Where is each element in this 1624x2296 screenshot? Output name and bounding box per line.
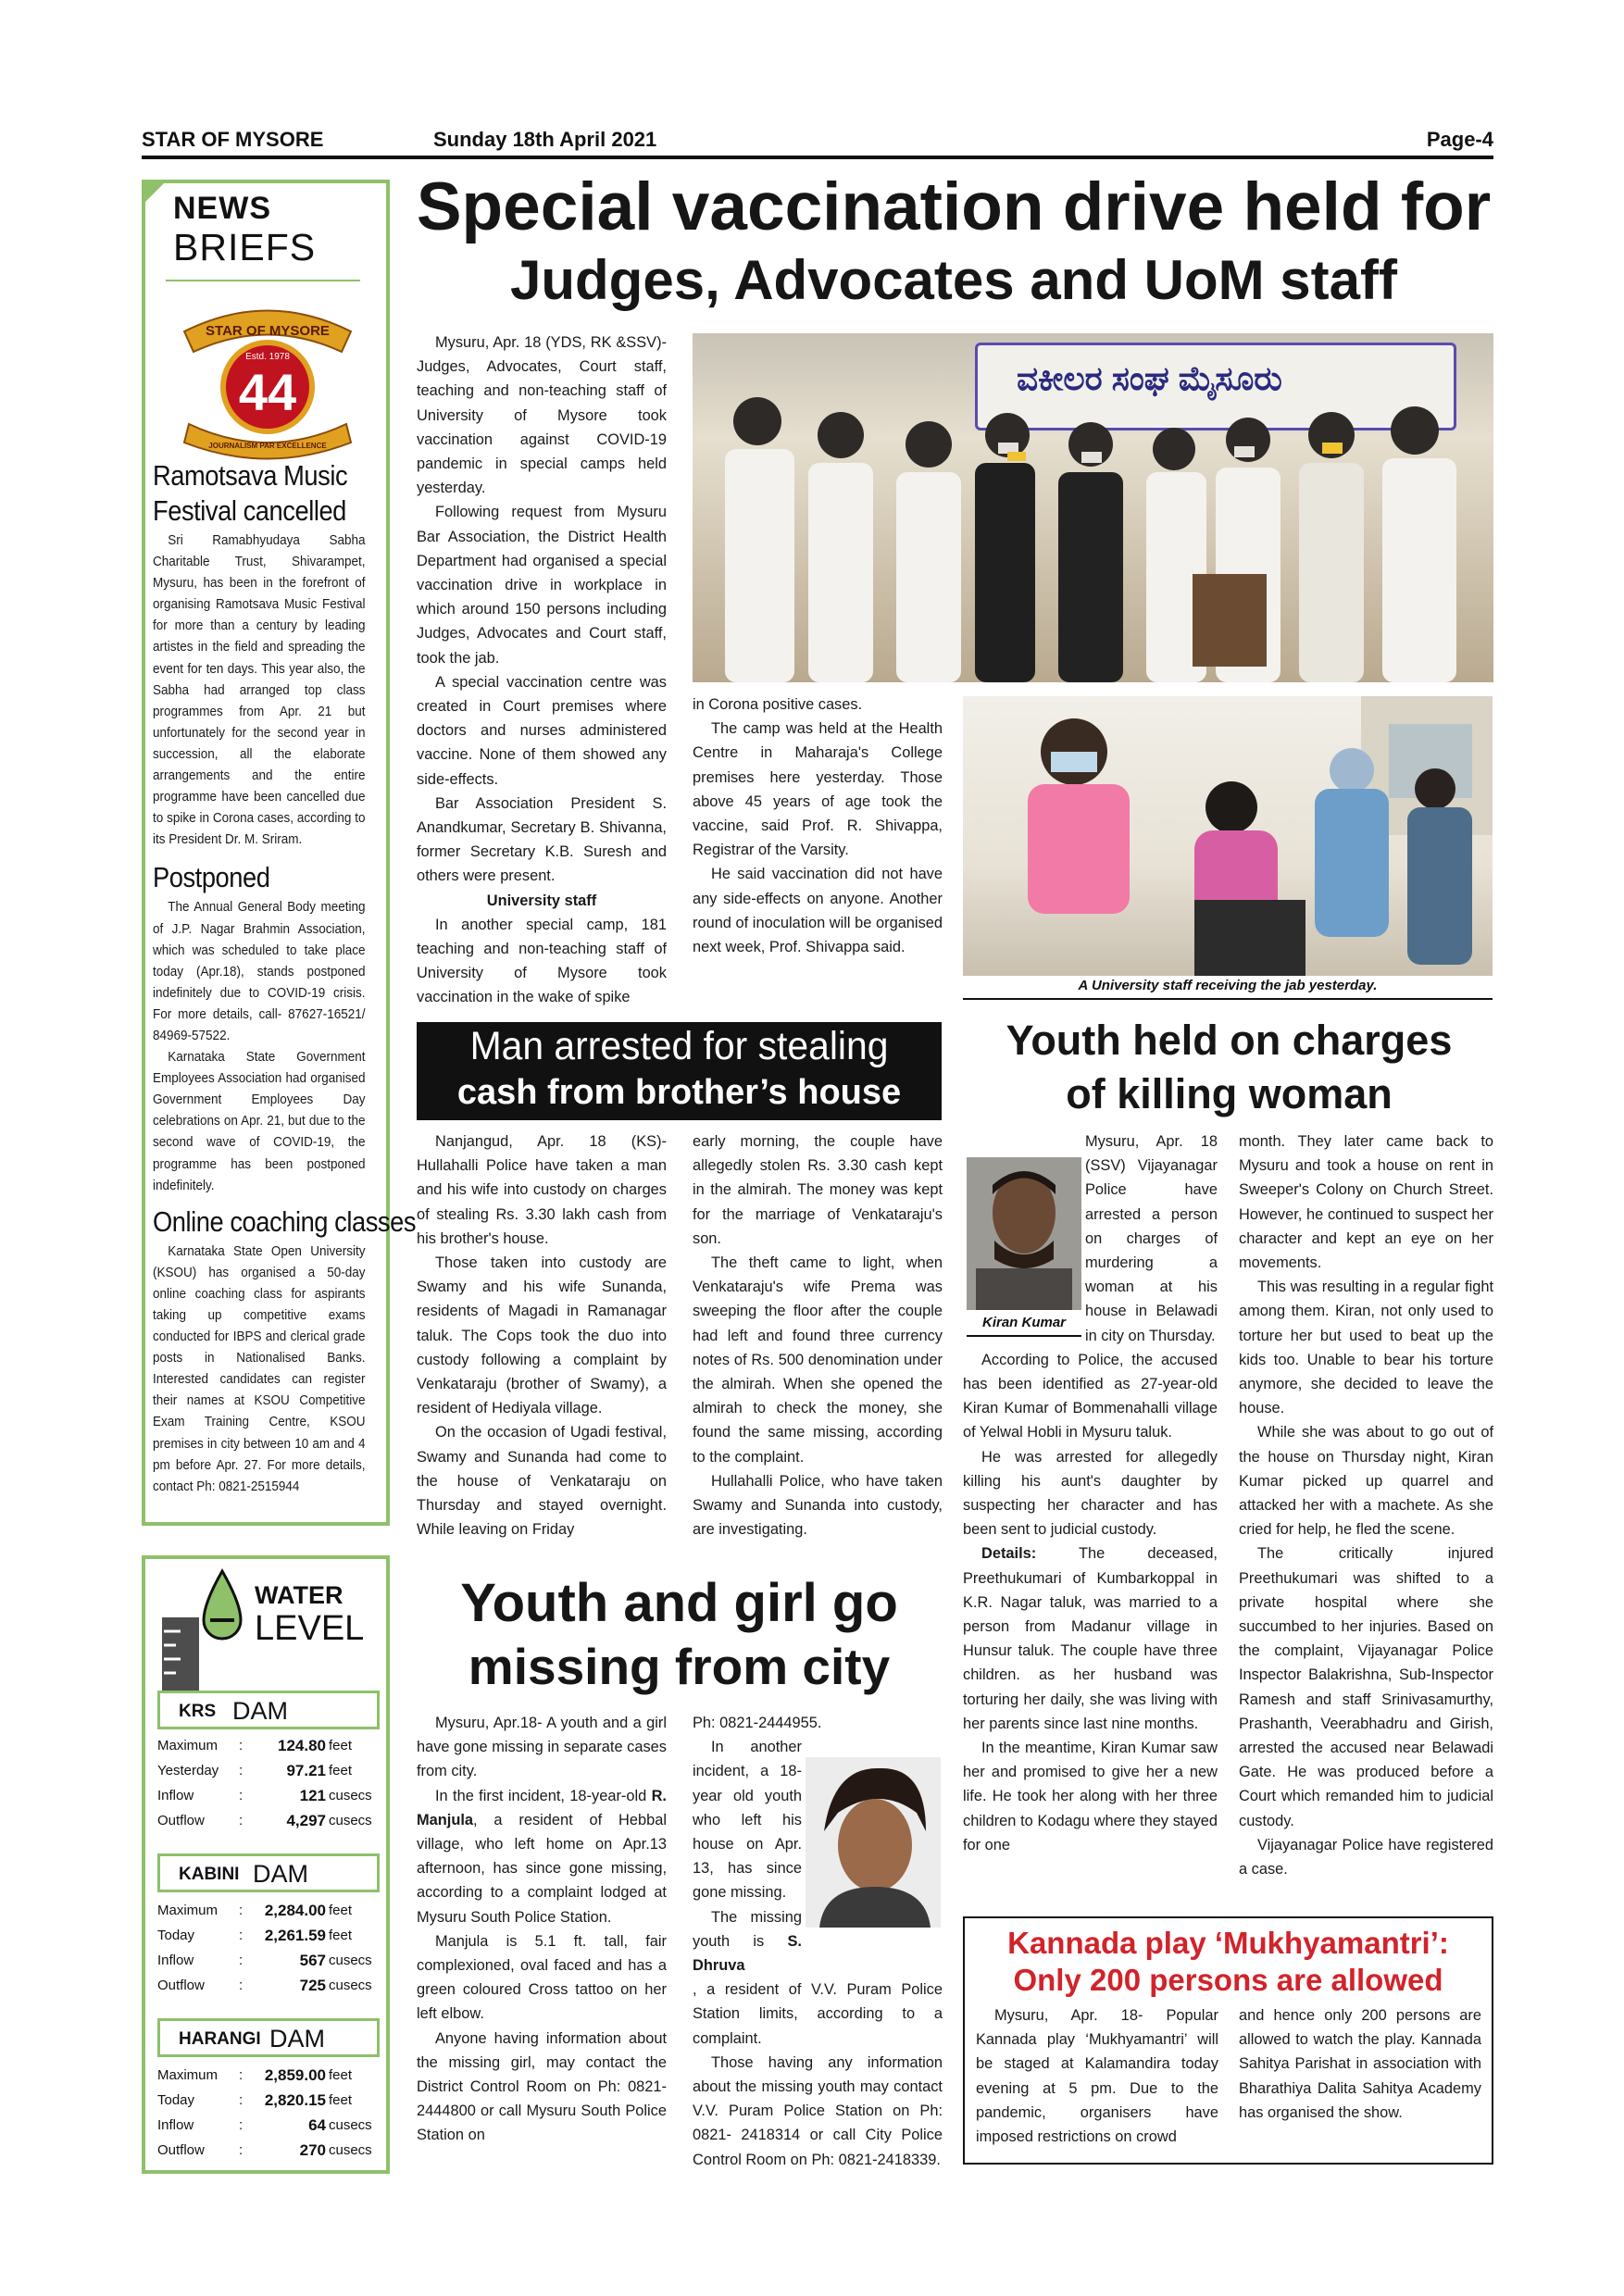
vaccination-col-2: in Corona positive cases. The camp was held at the Health Centre in Maharaja's College premises here yesterday. Those above 45 years of age took the vaccine, said Prof. R. Shivappa, Registrar of the Varsity. He said vaccination did not have any side-effects on anyone. Another round of inoculation will be organised next week, Prof. Shivappa said. bbox=[693, 696, 943, 956]
kabini-dam-header: KABINI DAM bbox=[157, 1853, 380, 1892]
missing-col-2: Ph: 0821-2444955. In another incident, a 18-year old youth who left his house on Apr. 13, has since gone missing. The missing youth is S. Dhruva , a resident of V.V. Puram Police Station limits, according to a complaint. Those having any information about the missing youth may contact V.V. Puram Police Station on Ph: 0821- 2418314 or call City Police Control Room on Ph: 0821-2418339. bbox=[693, 1715, 943, 2168]
theft-col-1: Nanjangud, Apr. 18 (KS)- Hullahalli Police have taken a man and his wife into custody on charges of stealing Rs. 3.30 lakh cash from his brother's house. Those taken into custody are Swamy and his wife Sunanda, residents of Magadi in Ramanagar taluk. The Cops took the duo into custody following a complaint by Venkataraju (brother of Swamy), a resident of Hediyala village. On the occasion of Ugadi festival, Swamy and Sunanda had come to the house of Venkataraju on Thursday and stayed overnight. While leaving on Friday bbox=[417, 1133, 667, 1539]
briefs-content bbox=[153, 457, 417, 1497]
university-photo-caption: A University staff receiving the jab yesterday. bbox=[1078, 978, 1378, 993]
brief-heading: Online coaching classes bbox=[153, 1204, 417, 1238]
news-briefs-title-bottom: BRIEFS bbox=[173, 226, 317, 268]
theft-headline-1: Man arrested for stealing bbox=[469, 1024, 889, 1068]
play-col-1: Mysuru, Apr. 18- Popular Kannada play ‘Mukhyamantri’ will be staged at Kalamandira today evening at 5 pm. Due to the pandemic, organisers have imposed restrictions on crowd bbox=[976, 2007, 1218, 2146]
masthead-rule bbox=[142, 156, 1493, 159]
theft-headline-banner bbox=[417, 1022, 942, 1120]
star-of-mysore-44-logo bbox=[166, 294, 369, 461]
brief-heading: Festival cancelled bbox=[153, 494, 346, 527]
vaccination-headline-1: Special vaccination drive held for bbox=[416, 169, 1492, 244]
issue-date: Sunday 18th April 2021 bbox=[433, 128, 657, 151]
news-briefs-title-top: NEWS bbox=[173, 191, 271, 226]
news-briefs-box bbox=[142, 180, 417, 1526]
krs-dam-table bbox=[157, 1733, 384, 1833]
play-headline-2: Only 200 persons are allowed bbox=[1013, 1963, 1443, 1997]
killing-col-2: month. They later came back to Mysuru and took a house on rent in Sweeper's Colony on Church Street. However, he continued to suspect her character and kept an eye on her movements. This was resulting in a regular fight among them. Kiran, not only used to torture her but used to beat up the kids too. Unable to bear his torture anymore, she decided to leave the house. While she was about to go out of the house on Thursday night, Kiran Kumar picked up quarrel and attacked her with a machete. As she cried for help, he fled the scene. The critically injured Preethukumari was shifted to a private hospital where she succumbed to her injuries. Based on the complaint, Vijayanagar Police Inspector Balakrishna, Sub-Inspector Ramesh and staff Srinivasamurthy, Prashanth, Veerabhadru and Girish, arrested the accused near Belawadi Gate. He was produced before a Court which remanded him to judicial custody. Vijayanagar Police have registered a case. bbox=[1239, 1133, 1493, 1878]
brief-heading: Postponed bbox=[153, 861, 270, 894]
harangi-dam-header: HARANGI DAM bbox=[157, 2018, 380, 2057]
killing-col-1: Mysuru, Apr. 18 (SSV) Vijayanagar Police have arrested a person on charges of murdering a woman at his house in Belawadi in city on Thursday. According to Police, the accused has been identified as 27-year-old Kiran Kumar of Bommenahalli village of Yelwal Hobli in Mysuru taluk. He was arrested for allegedly killing his aunt's daughter by suspecting her character and has been sent to judicial custody. Details: The deceased, Preethukumari of Kumbarkoppal in K.R. Nagar taluk, was married to a person from Madanur village in Hunsur taluk. The couple have three children. as her husband was torturing her daily, she was living with her parents since last nine months. In the meantime, Kiran Kumar saw her and promised to give her a new life. He took her along with her three children to Kodagu where they stayed for one bbox=[963, 1133, 1218, 1853]
kabini-dam-table bbox=[157, 1898, 384, 1998]
banner-text: ವಕೀಲರ ಸಂಘ ಮೈಸೂರು bbox=[1017, 359, 1282, 397]
briefs-title-rule bbox=[166, 280, 360, 281]
play-headline-1: Kannada play ‘Mukhyamantri’: bbox=[1007, 1926, 1449, 1960]
harangi-dam-table bbox=[157, 2063, 384, 2163]
table-row: Inflow : 121 cusecs bbox=[157, 1787, 372, 1804]
paper-name: STAR OF MYSORE bbox=[142, 128, 324, 151]
krs-dam-header: KRS DAM bbox=[157, 1691, 380, 1729]
caption-rule bbox=[963, 998, 1493, 1000]
table-row: Outflow : 270 cusecs bbox=[157, 2141, 372, 2159]
play-col-2: and hence only 200 persons are allowed to watch the play. Kannada Sahitya Parishat in association with Bharathiya Dalita Sahitya Academy has organised the show. bbox=[1239, 2007, 1481, 2121]
water-title-top: WATER bbox=[255, 1581, 344, 1609]
table-row: Yesterday : 97.21 feet bbox=[157, 1762, 353, 1779]
table-row: Maximum : 124.80 feet bbox=[157, 1737, 353, 1754]
theft-col-2: early morning, the couple have allegedly stolen Rs. 3.30 cash kept in the almirah. The money was kept for the marriage of Venkataraju's son. The theft came to light, when Venkataraju's wife Prema was sweeping the floor after the couple had left and found three currency notes of Rs. 500 denomination under the almirah. When she opened the almirah to check the money, she found the same missing, according to the complaint. Hullahalli Police, who have taken Swamy and Sunanda into custody, are investigating. bbox=[693, 1133, 943, 1539]
kiran-kumar-caption: Kiran Kumar bbox=[981, 1315, 1067, 1330]
brief-body: Sri Ramabhyudaya Sabha Charitable Trust, Shivarampet, Mysuru, has been in the forefront of organising Ramotsava Music Festival for more than a century by leading artistes in the field and spreading the event for ten days. This year also, the Sabha had arranged top class programmes from Apr. 21 but unfortunately for the second year in succession, all the elaborate arrangements and the entire programme have been cancelled due to spike in Corona cases, according to its President Dr. M. Sriram. bbox=[153, 532, 366, 848]
table-row: Maximum : 2,859.00 feet bbox=[157, 2066, 353, 2084]
killing-headline-2: of killing woman bbox=[1066, 1070, 1393, 1117]
logo-ribbon-text: JOURNALISM PAR EXCELLENCE bbox=[208, 442, 327, 450]
brief-body: Karnataka State Open University (KSOU) has organised a 50-day online coaching class for aspirants taking up competitive exams conducted for IBPS and clerical grade posts in Nationalised Banks. Interested candidates can register their names at KSOU Competitive Exam Training Centre, KSOU premises in city between 10 am and 4 pm before Apr. 27. For more details, contact Ph: 0821-2515944 bbox=[153, 1242, 366, 1494]
vaccination-headline-2: Judges, Advocates and UoM staff bbox=[510, 249, 1397, 311]
group-vaccination-photo bbox=[693, 333, 1493, 682]
masthead bbox=[142, 126, 1493, 156]
theft-headline-2: cash from brother’s house bbox=[456, 1073, 902, 1112]
vaccination-subhead: University staff bbox=[486, 892, 597, 909]
table-row: Today : 2,820.15 feet bbox=[157, 2091, 353, 2109]
brief-body: The Annual General Body meeting of J.P. Nagar Brahmin Association, which was scheduled to take place today (Apr.18), stands postponed indefinitely due to COVID-19 crisis. For more details, call- 87627-16521/ 84969-57522. Karnataka State Government Employees Association had organised Government Employees Day celebrations on Apr. 21, but due to the second wave of COVID-19, the programme has been postponed indefinitely. bbox=[153, 899, 366, 1193]
vaccination-col-1: Mysuru, Apr. 18 (YDS, RK &SSV)- Judges, Advocates, Court staff, teaching and non-teaching staff of University of Mysore took vaccination against COVID-19 pandemic in special camps held yesterday. Following request from Mysuru Bar Association, the District Health Department had organised a special vaccination drive in workplace in which around 150 persons including Judges, Advocates and Court staff, took the jab. A special vaccination centre was created in Court premises where doctors and nurses administered vaccine. None of them showed any side-effects. Bar Association President S. Anandkumar, Secretary B. Shivanna, former Secretary K.B. Suresh and others were present. University staff In another special camp, 181 teaching and non-teaching staff of University of Mysore took vaccination in the wake of spike bbox=[417, 334, 667, 1006]
table-row: Outflow : 725 cusecs bbox=[157, 1977, 372, 1994]
university-staff-vaccination-photo bbox=[963, 696, 1493, 976]
water-title-bottom: LEVEL bbox=[255, 1609, 365, 1648]
logo-number-text: 44 bbox=[238, 363, 297, 421]
brief-heading: Ramotsava Music bbox=[153, 459, 348, 492]
killing-headline-1: Youth held on charges bbox=[1006, 1017, 1453, 1064]
table-row: Outflow : 4,297 cusecs bbox=[157, 1812, 372, 1829]
table-row: Inflow : 64 cusecs bbox=[157, 2116, 372, 2134]
table-row: Maximum : 2,284.00 feet bbox=[157, 1902, 353, 1919]
missing-headline-1: Youth and girl go bbox=[460, 1573, 898, 1633]
page-number: Page-4 bbox=[1426, 128, 1493, 151]
table-row: Today : 2,261.59 feet bbox=[157, 1927, 353, 1944]
missing-headline-2: missing from city bbox=[468, 1638, 891, 1695]
logo-top-text: STAR OF MYSORE bbox=[206, 323, 330, 339]
logo-estd-text: Estd. 1978 bbox=[245, 352, 290, 362]
missing-col-1: Mysuru, Apr.18- A youth and a girl have gone missing in separate cases from city. In the first incident, 18-year-old R. Manjula, a resident of Hebbal village, who left home on Apr.13 afternoon, has since gone missing, according to a complaint lodged at Mysuru South Police Station. Manjula is 5.1 ft. tall, fair complexioned, oval faced and has a green coloured Cross tattoo on her left elbow. Anyone having information about the missing girl, may contact the District Control Room on Ph: 0821- 2444800 or call Mysuru South Police Station on bbox=[417, 1715, 667, 2144]
table-row: Inflow : 567 cusecs bbox=[157, 1952, 372, 1969]
corner-tab-icon bbox=[142, 180, 175, 213]
kannada-play-box bbox=[963, 1916, 1493, 2165]
